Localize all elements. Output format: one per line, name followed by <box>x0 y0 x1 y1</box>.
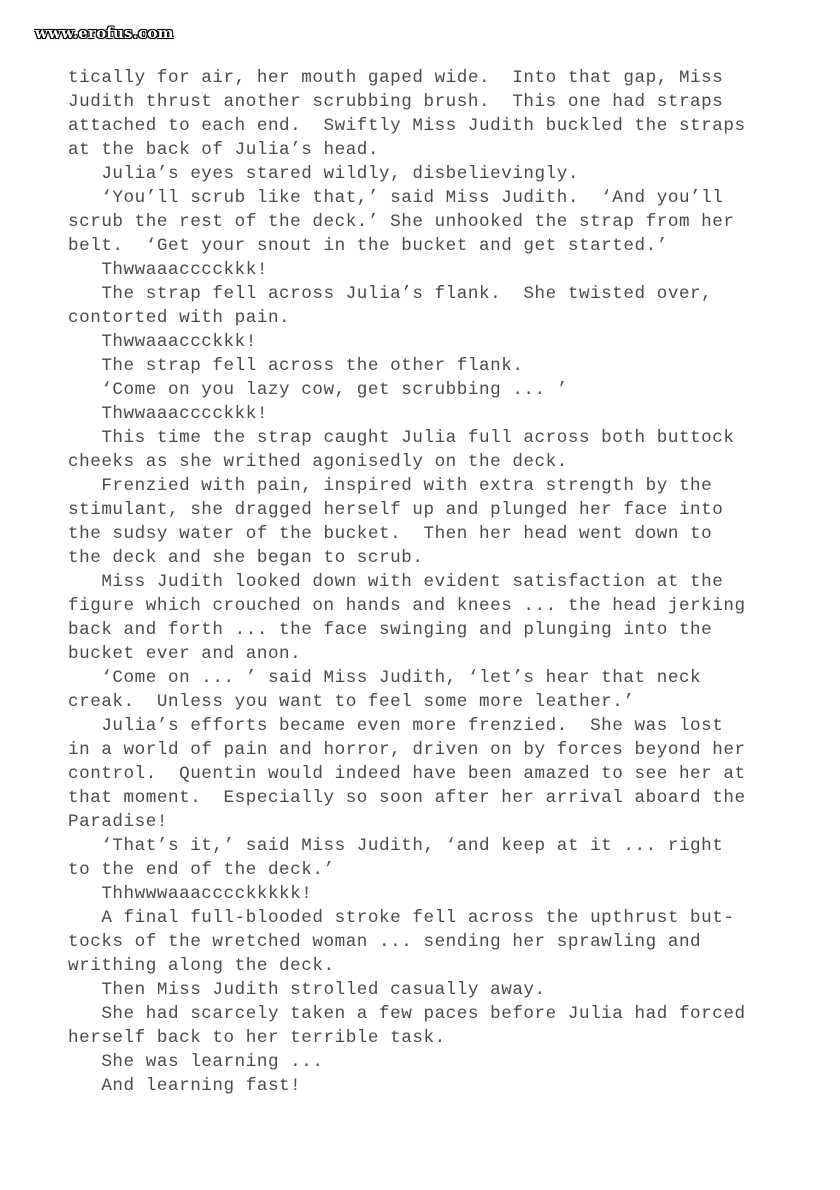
text-line: Frenzied with pain, inspired with extra strength by the <box>68 476 713 496</box>
text-line: Paradise! <box>68 812 168 832</box>
text-line: herself back to her terrible task. <box>68 1028 446 1048</box>
text-line: the sudsy water of the bucket. Then her head went down to <box>68 524 713 544</box>
text-line: bucket ever and anon. <box>68 644 302 664</box>
book-page-text <box>68 66 778 1098</box>
text-line: that moment. Especially so soon after her arrival aboard the <box>68 788 746 808</box>
text-line: She was learning ... <box>68 1052 324 1072</box>
text-line: Julia’s eyes stared wildly, disbelievingly. <box>68 164 579 184</box>
text-line: control. Quentin would indeed have been amazed to see her at <box>68 764 746 784</box>
text-line: tocks of the wretched woman ... sending her sprawling and <box>68 932 702 952</box>
text-line: at the back of Julia’s head. <box>68 140 380 160</box>
text-line: in a world of pain and horror, driven on by forces beyond her <box>68 740 746 760</box>
text-line: Thwwaaacccckkk! <box>68 260 268 280</box>
text-line: The strap fell across the other flank. <box>68 356 524 376</box>
text-line: The strap fell across Julia’s flank. She twisted over, <box>68 284 713 304</box>
text-line: tically for air, her mouth gaped wide. Into that gap, Miss <box>68 68 724 88</box>
text-line: Miss Judith looked down with evident satisfaction at the <box>68 572 724 592</box>
text-line: attached to each end. Swiftly Miss Judith buckled the straps <box>68 116 746 136</box>
text-line: belt. ‘Get your snout in the bucket and get started.’ <box>68 236 668 256</box>
text-line: cheeks as she writhed agonisedly on the deck. <box>68 452 568 472</box>
text-line: ‘That’s it,’ said Miss Judith, ‘and keep at it ... right <box>68 836 724 856</box>
text-line: back and forth ... the face swinging and plunging into the <box>68 620 713 640</box>
text-line: contorted with pain. <box>68 308 291 328</box>
text-line: Thwwaaaccckkk! <box>68 332 257 352</box>
text-line: Thwwaaacccckkk! <box>68 404 268 424</box>
text-line: stimulant, she dragged herself up and plunged her face into <box>68 500 724 520</box>
text-line: to the end of the deck.’ <box>68 860 335 880</box>
text-line: writhing along the deck. <box>68 956 335 976</box>
text-line: ‘Come on you lazy cow, get scrubbing ... ’ <box>68 380 568 400</box>
text-line: creak. Unless you want to feel some more leather.’ <box>68 692 635 712</box>
text-line: scrub the rest of the deck.’ She unhooked the strap from her <box>68 212 735 232</box>
text-line: ‘Come on ... ’ said Miss Judith, ‘let’s hear that neck <box>68 668 702 688</box>
site-watermark: www.erofus.com <box>35 24 174 42</box>
text-line: Julia’s efforts became even more frenzied. She was lost <box>68 716 724 736</box>
text-line: Judith thrust another scrubbing brush. This one had straps <box>68 92 724 112</box>
text-line: She had scarcely taken a few paces before Julia had forced <box>68 1004 746 1024</box>
text-line: figure which crouched on hands and knees ... the head jerking <box>68 596 746 616</box>
text-line: This time the strap caught Julia full across both buttock <box>68 428 735 448</box>
text-line: A final full-blooded stroke fell across the upthrust but- <box>68 908 735 928</box>
text-line: Thhwwwaaacccckkkkk! <box>68 884 313 904</box>
text-line: the deck and she began to scrub. <box>68 548 424 568</box>
text-line: And learning fast! <box>68 1076 302 1096</box>
text-line: ‘You’ll scrub like that,’ said Miss Judith. ‘And you’ll <box>68 188 724 208</box>
text-line: Then Miss Judith strolled casually away. <box>68 980 546 1000</box>
